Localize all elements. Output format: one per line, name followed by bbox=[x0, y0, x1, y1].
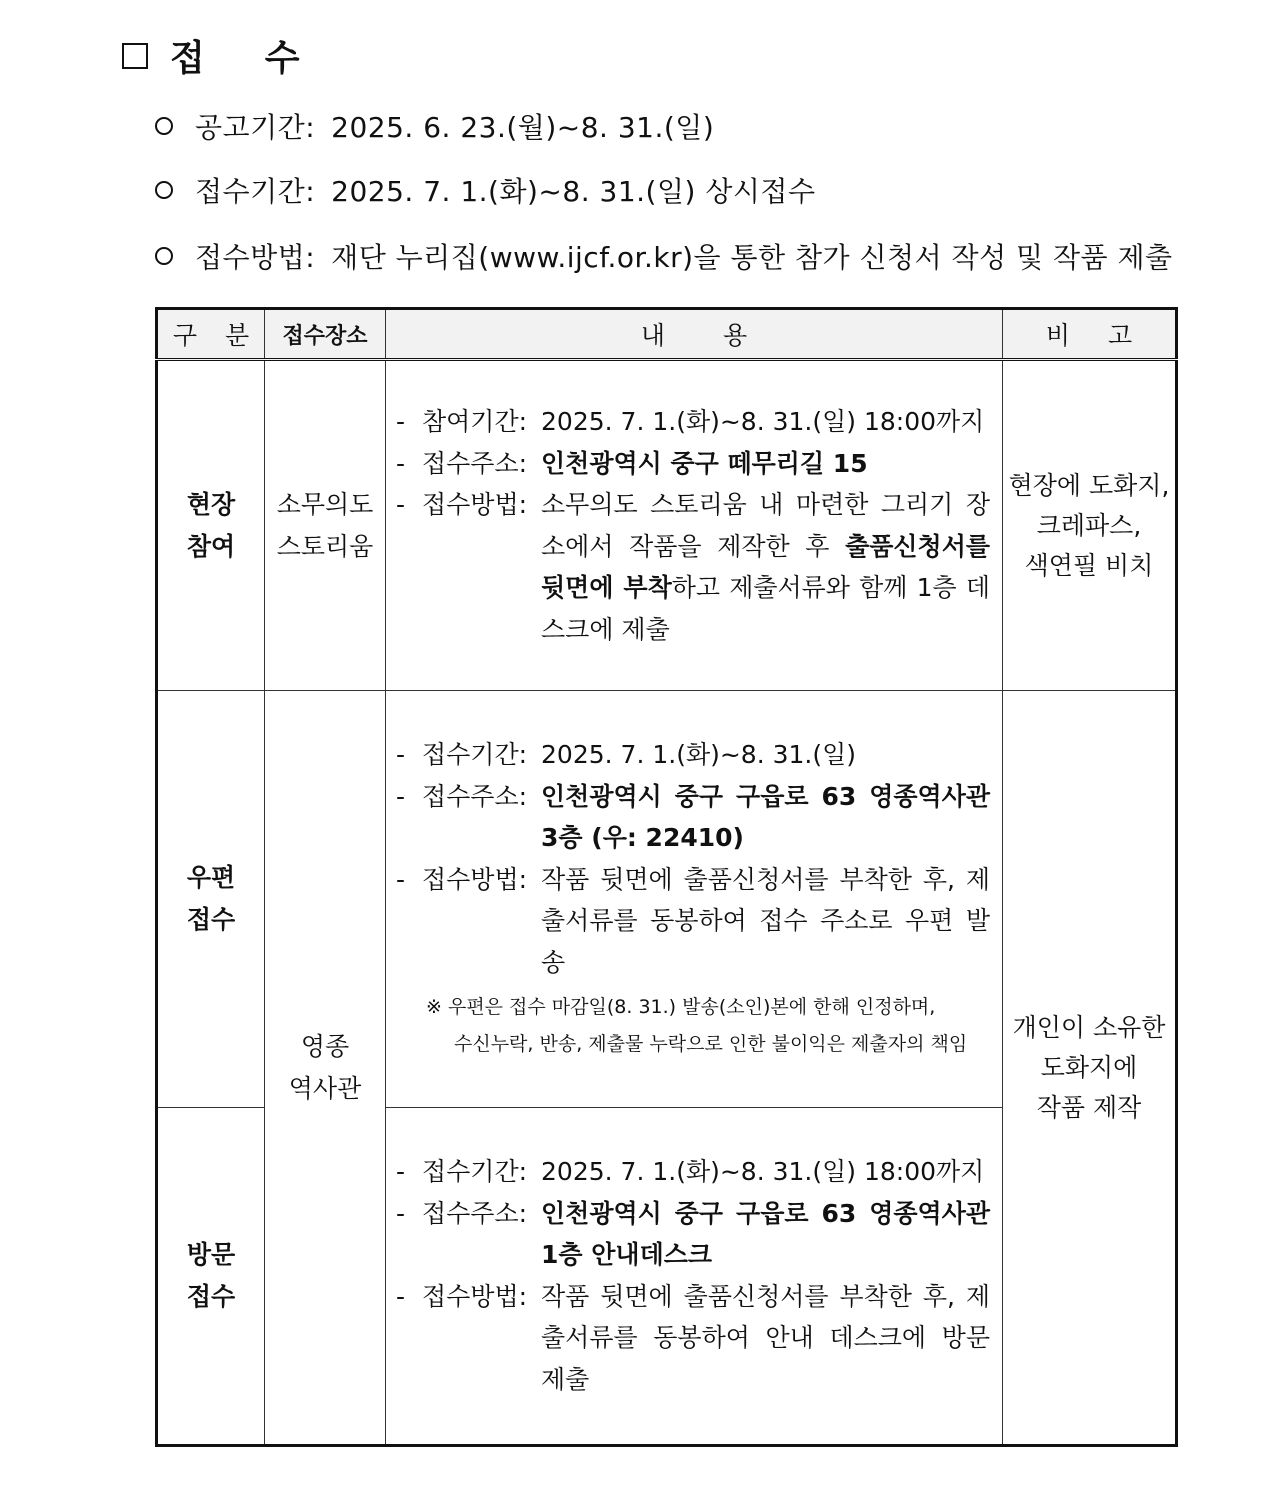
bullet-value: 2025. 6. 23.(월)~8. 31.(일) bbox=[331, 111, 715, 144]
item-value: 2025. 7. 1.(화)~8. 31.(일) bbox=[541, 740, 857, 770]
item-value: 작품 뒷면에 출품신청서를 부착한 후, 제출서류를 동봉하여 안내 데스크에 방문 제출 bbox=[541, 1281, 990, 1394]
item-value: 2025. 7. 1.(화)~8. 31.(일) 18:00까지 bbox=[541, 407, 985, 437]
item-label: 접수주소: bbox=[422, 1198, 528, 1228]
notice-line: 수신누락, 반송, 제출물 누락으로 인한 불이익은 제출자의 책임 bbox=[454, 1033, 968, 1056]
item-label: 접수주소: bbox=[422, 448, 528, 478]
checkbox-square-icon bbox=[122, 43, 148, 69]
item-label: 접수주소: bbox=[422, 781, 528, 811]
bullet-submission-period bbox=[155, 170, 816, 210]
header-category: 구 분 bbox=[157, 309, 265, 360]
note-line: 도화지에 bbox=[1040, 1052, 1138, 1082]
note-line: 색연필 비치 bbox=[1024, 550, 1154, 580]
category-line: 우편 bbox=[186, 862, 236, 892]
item-value: 작품 뒷면에 출품신청서를 부착한 후, 제출서류를 동봉하여 접수 주소로 우편 발송 bbox=[541, 864, 990, 977]
item-address: - 접수주소: 인천광역시 중구 떼무리길 15 bbox=[396, 443, 990, 485]
section-title bbox=[122, 30, 300, 81]
note-line: 작품 제작 bbox=[1036, 1092, 1142, 1122]
place-line: 역사관 bbox=[288, 1073, 362, 1103]
note-line: 크레파스, bbox=[1036, 510, 1142, 540]
category-line: 접수 bbox=[186, 904, 236, 934]
item-value: 인천광역시 중구 떼무리길 15 bbox=[541, 448, 868, 478]
item-address: - 접수주소: 인천광역시 중구 구읍로 63 영종역사관 1층 안내데스크 bbox=[396, 1193, 990, 1276]
item-method: - 접수방법: 소무의도 스토리움 내 마련한 그리기 장소에서 작품을 제작한 후 출품신청서를 뒷면에 부착하고 제출서류와 함께 1층 데스크에 제출 bbox=[396, 484, 990, 650]
circle-bullet-icon bbox=[155, 117, 173, 135]
method-text: 소무의도 스토리움 내 마련한 그리기 장소에서 작품을 제작한 후 bbox=[541, 490, 990, 561]
category-line: 참여 bbox=[186, 531, 236, 561]
method-text-bold: 출품신청서를 뒷면에 부착 bbox=[541, 531, 990, 603]
circle-bullet-icon bbox=[155, 247, 173, 265]
note-line: 현장에 도화지, bbox=[1008, 470, 1170, 500]
content-mail bbox=[386, 691, 1003, 1107]
note-onsite bbox=[1003, 360, 1177, 691]
table-row-onsite bbox=[157, 360, 1177, 691]
bullet-label: 접수방법: bbox=[195, 241, 316, 274]
note-line: 개인이 소유한 bbox=[1012, 1012, 1166, 1042]
item-period: - 접수기간: 2025. 7. 1.(화)~8. 31.(일) 18:00까지 bbox=[396, 1151, 990, 1193]
circle-bullet-icon bbox=[155, 181, 173, 199]
category-mail bbox=[157, 691, 265, 1107]
item-address: - 접수주소: 인천광역시 중구 구읍로 63 영종역사관 3층 (우: 22410) bbox=[396, 776, 990, 859]
method-text: 하고 제출서류와 함께 1층 데스크에 제출 bbox=[541, 573, 990, 644]
item-label: 접수기간: bbox=[422, 1157, 528, 1187]
item-period: - 접수기간: 2025. 7. 1.(화)~8. 31.(일) bbox=[396, 734, 990, 776]
bullet-value: 재단 누리집(www.ijcf.or.kr)을 통한 참가 신청서 작성 및 작품 제출 bbox=[331, 241, 1173, 274]
item-value bbox=[541, 484, 990, 650]
place-onsite bbox=[265, 360, 386, 691]
bullet-submission-method bbox=[155, 236, 1173, 276]
item-label: 접수방법: bbox=[422, 490, 528, 520]
item-method: - 접수방법: 작품 뒷면에 출품신청서를 부착한 후, 제출서류를 동봉하여 접수 주소로 우편 발송 bbox=[396, 859, 990, 984]
header-place: 접수장소 bbox=[265, 309, 386, 360]
item-value: 2025. 7. 1.(화)~8. 31.(일) 18:00까지 bbox=[541, 1157, 985, 1187]
item-method: - 접수방법: 작품 뒷면에 출품신청서를 부착한 후, 제출서류를 동봉하여 안내 데스크에 방문 제출 bbox=[396, 1276, 990, 1401]
submission-table bbox=[155, 307, 1178, 1447]
category-visit bbox=[157, 1107, 265, 1445]
table-row-mail bbox=[157, 691, 1177, 1107]
content-onsite bbox=[386, 360, 1003, 691]
item-label: 접수기간: bbox=[422, 740, 528, 770]
bullet-value: 2025. 7. 1.(화)~8. 31.(일) 상시접수 bbox=[331, 175, 816, 208]
table-header-row bbox=[157, 309, 1177, 360]
item-value: 인천광역시 중구 구읍로 63 영종역사관 3층 (우: 22410) bbox=[541, 781, 990, 853]
item-label: 접수방법: bbox=[422, 864, 528, 894]
bullet-notice-period bbox=[155, 106, 714, 146]
notice-line: ※ 우편은 접수 마감일(8. 31.) 발송(소인)본에 한해 인정하며, bbox=[426, 996, 936, 1019]
item-value: 인천광역시 중구 구읍로 63 영종역사관 1층 안내데스크 bbox=[541, 1198, 990, 1270]
place-line: 소무의도 bbox=[276, 489, 374, 519]
item-period: - 참여기간: 2025. 7. 1.(화)~8. 31.(일) 18:00까지 bbox=[396, 401, 990, 443]
bullet-label: 공고기간: bbox=[195, 111, 316, 144]
section-title-part2: 수 bbox=[264, 38, 300, 79]
category-line: 방문 bbox=[186, 1239, 236, 1269]
item-label: 접수방법: bbox=[422, 1281, 528, 1311]
section-title-part1: 접 bbox=[170, 38, 205, 79]
bullet-label: 접수기간: bbox=[195, 175, 316, 208]
category-line: 현장 bbox=[186, 489, 236, 519]
header-note: 비 고 bbox=[1003, 309, 1177, 360]
item-label: 참여기간: bbox=[422, 407, 528, 437]
note-shared bbox=[1003, 691, 1177, 1446]
place-shared bbox=[265, 691, 386, 1446]
mail-notice bbox=[396, 989, 990, 1063]
category-onsite bbox=[157, 360, 265, 691]
content-visit bbox=[386, 1107, 1003, 1445]
header-content: 내 용 bbox=[386, 309, 1003, 360]
category-line: 접수 bbox=[186, 1281, 236, 1311]
place-line: 스토리움 bbox=[276, 531, 374, 561]
place-line: 영종 bbox=[300, 1031, 350, 1061]
